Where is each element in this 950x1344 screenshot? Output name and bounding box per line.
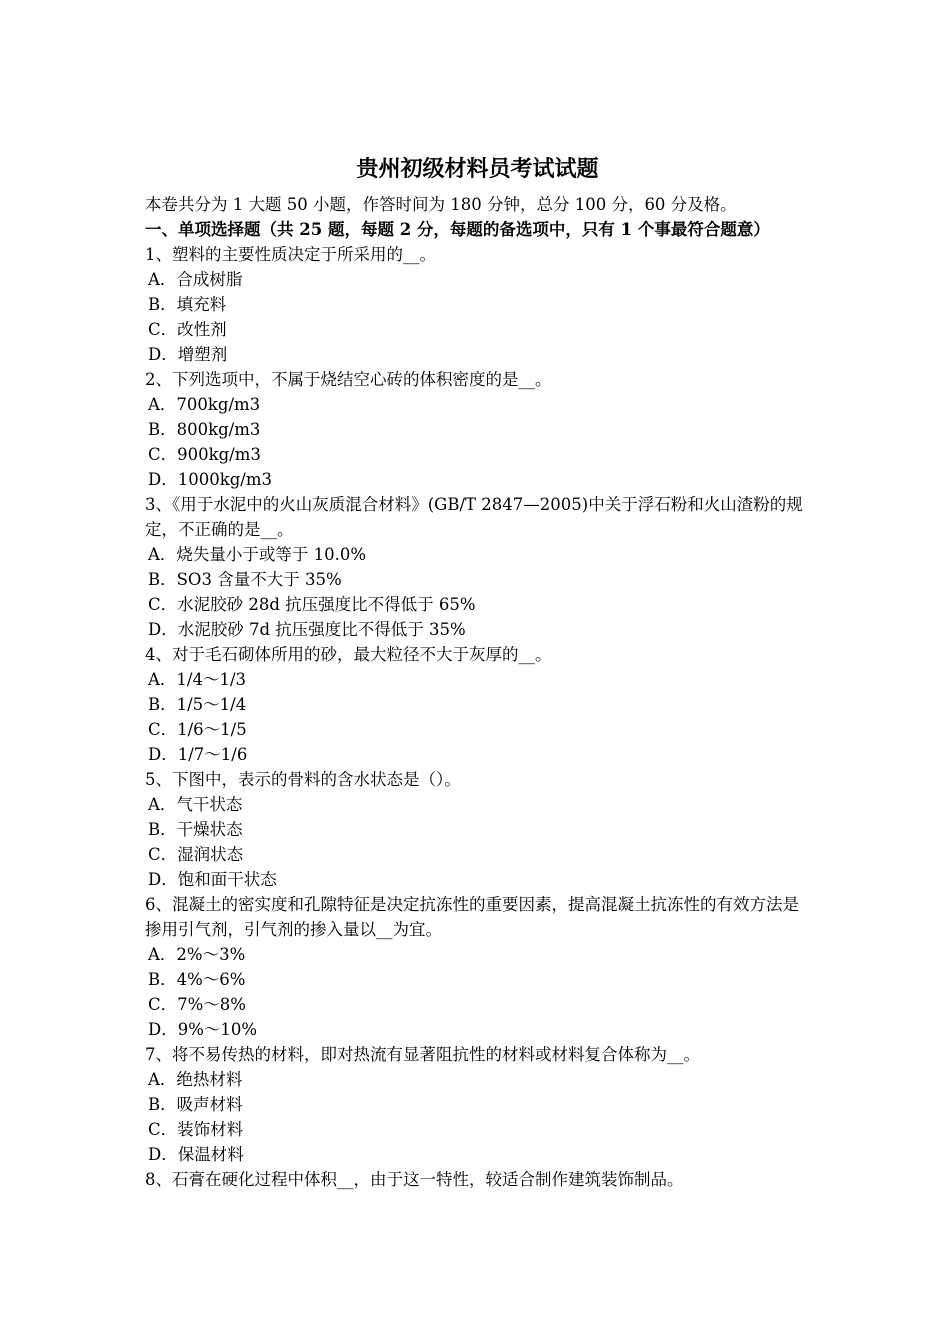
exam-intro: 本卷共分为 1 大题 50 小题，作答时间为 180 分钟，总分 100 分，60 分及格。: [145, 195, 737, 214]
question-stem: 2、下列选项中，不属于烧结空心砖的体积密度的是__。: [145, 370, 552, 389]
answer-option: C．水泥胶砂 28d 抗压强度比不得低于 65%: [148, 595, 476, 614]
answer-option: B．4%～6%: [148, 970, 246, 989]
question-block: [145, 1042, 810, 1167]
answer-option: D．1/7～1/6: [148, 745, 248, 764]
question-stem: 6、混凝土的密实度和孔隙特征是决定抗冻性的重要因素，提高混凝土抗冻性的有效方法是掺用引气剂，引气剂的掺入量以__为宜。: [145, 895, 799, 939]
question-list: [145, 242, 810, 1192]
question-stem: 1、塑料的主要性质决定于所采用的__。: [145, 245, 436, 264]
answer-option: D．保温材料: [148, 1145, 244, 1164]
answer-option: D．水泥胶砂 7d 抗压强度比不得低于 35%: [148, 620, 466, 639]
answer-option: C．装饰材料: [148, 1120, 244, 1139]
answer-option: A．1/4～1/3: [148, 670, 247, 689]
answer-option: A．2%～3%: [148, 945, 246, 964]
question-stem: 5、下图中，表示的骨料的含水状态是（）。: [145, 770, 461, 789]
question-block: [145, 767, 810, 892]
answer-option: B．800kg/m3: [148, 420, 261, 439]
answer-option: A．合成树脂: [148, 270, 243, 289]
question-stem: 8、石膏在硬化过程中体积__，由于这一特性，较适合制作建筑装饰制品。: [145, 1170, 684, 1189]
answer-option: C．1/6～1/5: [148, 720, 247, 739]
question-stem: 3、《用于水泥中的火山灰质混合材料》(GB/T 2847—2005)中关于浮石粉和火山渣粉的规定，不正确的是__。: [145, 495, 803, 539]
answer-option: A．绝热材料: [148, 1070, 243, 1089]
answer-option: B．SO3 含量不大于 35%: [148, 570, 342, 589]
answer-option: A．烧失量小于或等于 10.0%: [148, 545, 367, 564]
answer-option: D．饱和面干状态: [148, 870, 277, 889]
section-heading: 一、单项选择题（共 25 题，每题 2 分，每题的备选项中，只有 1 个事最符合题意）: [145, 220, 770, 239]
question-block: [145, 242, 810, 367]
answer-option: D．1000kg/m3: [148, 470, 272, 489]
question-block: [145, 367, 810, 492]
answer-option: A．700kg/m3: [148, 395, 261, 414]
answer-option: B．填充料: [148, 295, 227, 314]
answer-option: C．改性剂: [148, 320, 227, 339]
answer-option: D．9%～10%: [148, 1020, 258, 1039]
question-block: [145, 1167, 810, 1192]
answer-option: A．气干状态: [148, 795, 243, 814]
answer-option: C．7%～8%: [148, 995, 246, 1014]
document-page: [145, 150, 810, 1192]
answer-option: D．增塑剂: [148, 345, 228, 364]
answer-option: B．1/5～1/4: [148, 695, 247, 714]
question-stem: 4、对于毛石砌体所用的砂，最大粒径不大于灰厚的__。: [145, 645, 552, 664]
question-block: [145, 492, 810, 642]
answer-option: C．900kg/m3: [148, 445, 261, 464]
question-block: [145, 642, 810, 767]
question-block: [145, 892, 810, 1042]
answer-option: C．湿润状态: [148, 845, 244, 864]
document-title: 贵州初级材料员考试试题: [356, 156, 599, 182]
answer-option: B．干燥状态: [148, 820, 243, 839]
answer-option: B．吸声材料: [148, 1095, 243, 1114]
question-stem: 7、将不易传热的材料，即对热流有显著阻抗性的材料或材料复合体称为__。: [145, 1045, 700, 1064]
